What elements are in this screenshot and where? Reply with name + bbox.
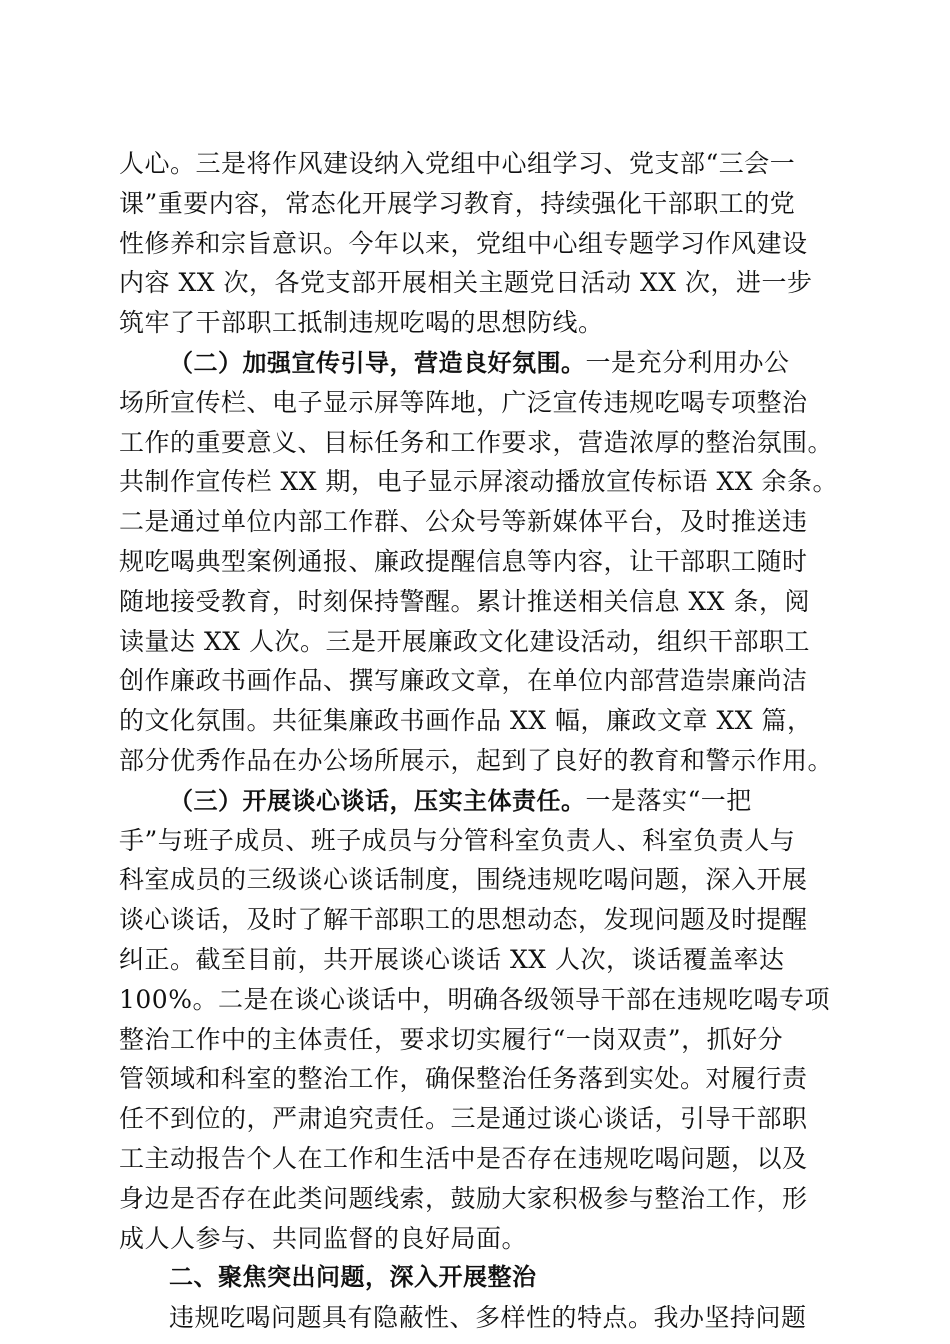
text-line: 共制作宣传栏 XX 期，电子显示屏滚动播放宣传标语 XX 余条。	[119, 467, 838, 497]
text-line: 100%。二是在谈心谈话中，明确各级领导干部在违规吃喝专项	[119, 984, 830, 1014]
text-line: 工主动报告个人在工作和生活中是否存在违规吃喝问题，以及	[119, 1143, 808, 1173]
text-line: 整治工作中的主体责任，要求切实履行“一岗双责”，抓好分	[119, 1024, 784, 1054]
section-2-first-line	[119, 343, 834, 383]
text-line: 身边是否存在此类问题线索，鼓励大家积极参与整治工作，形	[119, 1183, 808, 1213]
text-line: 规吃喝典型案例通报、廉政提醒信息等内容，让干部职工随时	[119, 546, 808, 576]
text-line: 科室成员的三级谈心谈话制度，围绕违规吃喝问题，深入开展	[119, 865, 808, 895]
section-3-heading: （三）开展谈心谈话，压实主体责任。	[169, 786, 586, 815]
text-line: 成人人参与、共同监督的良好局面。	[119, 1223, 528, 1253]
section-3-first-line	[119, 781, 834, 821]
text-line: 性修养和宗旨意识。今年以来，党组中心组专题学习作风建设	[119, 228, 808, 258]
text-line: 读量达 XX 人次。三是开展廉政文化建设活动，组织干部职工	[119, 626, 810, 656]
section-2-first-line-text: 一是充分利用办公	[585, 347, 790, 377]
text-line: 人心。三是将作风建设纳入党组中心组学习、党支部“三会一	[119, 149, 796, 178]
section-heading: 二、聚焦突出问题，深入开展整治	[169, 1263, 537, 1292]
text-line: 创作廉政书画作品、撰写廉政文章，在单位内部营造崇廉尚洁	[119, 666, 808, 696]
text-line: 任不到位的，严肃追究责任。三是通过谈心谈话，引导干部职	[119, 1104, 808, 1134]
section-3-first-line-text: 一是落实“一把	[585, 785, 752, 815]
text-line: 的文化氛围。共征集廉政书画作品 XX 幅，廉政文章 XX 篇，	[119, 706, 813, 736]
text-line: 手”与班子成员、班子成员与分管科室负责人、科室负责人与	[119, 825, 796, 855]
section-2-heading: （二）加强宣传引导，营造良好氛围。	[169, 348, 586, 377]
document-body	[119, 144, 838, 1338]
text-line: 筑牢了干部职工抵制违规吃喝的思想防线。	[119, 308, 604, 338]
text-line: 部分优秀作品在办公场所展示，起到了良好的教育和警示作用。	[119, 745, 834, 775]
text-line: 二是通过单位内部工作群、公众号等新媒体平台，及时推送违	[119, 507, 808, 537]
text-line: 工作的重要意义、目标任务和工作要求，营造浓厚的整治氛围。	[119, 427, 834, 457]
text-line: 谈心谈话，及时了解干部职工的思想动态，发现问题及时提醒	[119, 905, 808, 935]
text-line: 内容 XX 次，各党支部开展相关主题党日活动 XX 次，进一步	[119, 268, 813, 298]
text-line: 违规吃喝问题具有隐蔽性、多样性的特点。我办坚持问题	[169, 1303, 807, 1333]
text-line: 场所宣传栏、电子显示屏等阵地，广泛宣传违规吃喝专项整治	[119, 387, 808, 417]
text-line: 随地接受教育，时刻保持警醒。累计推送相关信息 XX 条，阅	[119, 586, 810, 616]
text-line: 管领域和科室的整治工作，确保整治任务落到实处。对履行责	[119, 1064, 808, 1094]
text-line: 课”重要内容，常态化开展学习教育，持续强化干部职工的党	[119, 188, 796, 218]
text-line: 纠正。截至目前，共开展谈心谈话 XX 人次，谈话覆盖率达	[119, 944, 785, 974]
